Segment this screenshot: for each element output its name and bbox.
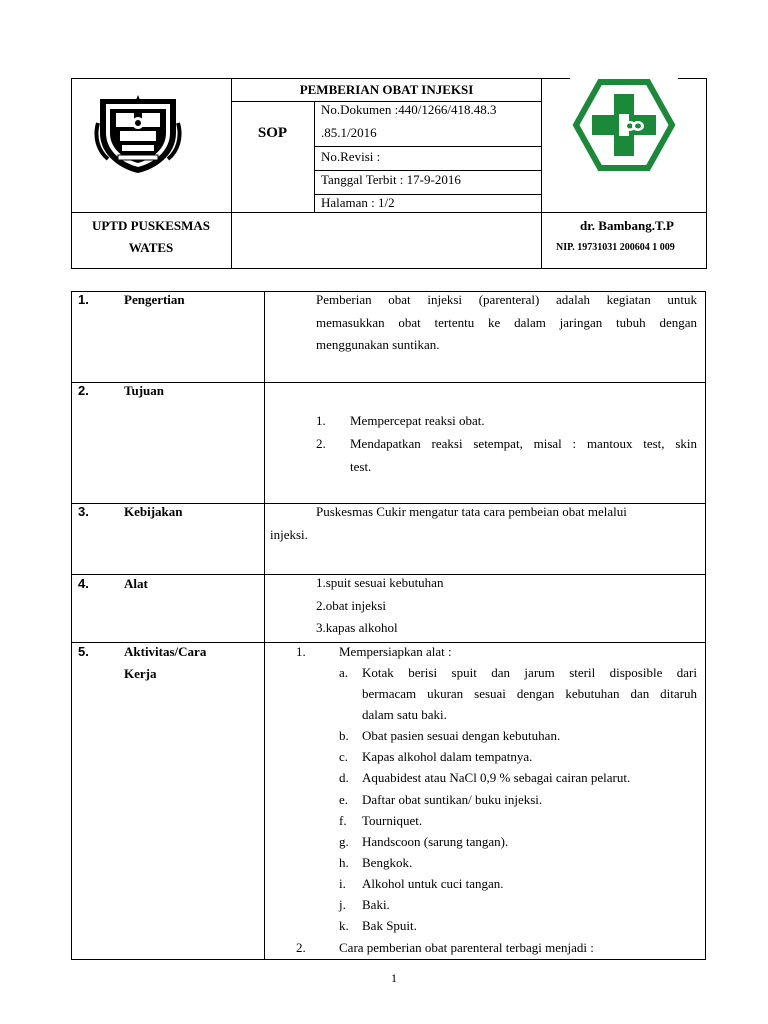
subitem-letter: k. — [339, 918, 349, 933]
section-2-item-number: 1. — [316, 413, 326, 428]
no-dokumen-line1: No.Dokumen :440/1266/418.48.3 — [321, 102, 497, 117]
section-4-item: 3.kapas alkohol — [316, 620, 398, 635]
subitem-text: Obat pasien sesuai dengan kebutuhan. — [362, 728, 561, 743]
section-4-number: 4. — [78, 576, 89, 591]
section-5-number: 5. — [78, 644, 89, 659]
subitem-text: Handscoon (sarung tangan). — [362, 834, 509, 849]
section-3-line: Puskesmas Cukir mengatur tata cara pembeian obat melalui — [316, 504, 627, 519]
section-1-line: menggunakan suntikan. — [316, 337, 440, 352]
subitem-text: Kapas alkohol dalam tempatnya. — [362, 749, 533, 764]
subitem-letter: c. — [339, 749, 349, 764]
section-1-title: Pengertian — [124, 292, 185, 307]
subitem-text: Aquabidest atau NaCl 0,9 % sebagai cairan pelarut. — [362, 770, 631, 785]
puskesmas-logo-icon — [570, 78, 678, 172]
subitem-text: Alkohol untuk cuci tangan. — [362, 876, 504, 891]
no-dokumen-line2: .85.1/2016 — [321, 125, 377, 140]
subitem-text: Bak Spuit. — [362, 918, 417, 933]
section-1-number: 1. — [78, 292, 89, 307]
institution-name-line2: WATES — [128, 240, 174, 255]
section-4-title: Alat — [124, 576, 148, 591]
section-1-line: memasukkan obat tertentu ke dalam jaringan tubuh dengan — [316, 315, 697, 330]
section-4-item: 1.spuit sesuai kebutuhan — [316, 575, 444, 590]
section-2-number: 2. — [78, 383, 89, 398]
page-number: 1 — [391, 971, 397, 985]
section-5-title-cont: Kerja — [124, 666, 157, 681]
subitem-letter: j. — [339, 897, 346, 912]
subitem-letter: e. — [339, 792, 349, 807]
section-3-title: Kebijakan — [124, 504, 183, 519]
section-2-item-number: 2. — [316, 436, 326, 451]
section-3-number: 3. — [78, 504, 89, 519]
subitem-text: bermacam ukuran sesuai dengan kebutuhan dan ditaruh — [362, 686, 697, 701]
subitem-letter: h. — [339, 855, 349, 870]
section-2-title: Tujuan — [124, 383, 164, 398]
section-5-title: Aktivitas/Cara — [124, 644, 207, 659]
section-2-item: Mendapatkan reaksi setempat, misal : mantoux test, skin — [350, 436, 697, 451]
subitem-letter: d. — [339, 770, 349, 785]
step-1-number: 1. — [296, 644, 306, 659]
section-1-line: Pemberian obat injeksi (parenteral) adalah kegiatan untuk — [316, 292, 697, 307]
subitem-letter: f. — [339, 813, 347, 828]
section-4-item: 2.obat injeksi — [316, 598, 387, 613]
tanggal-terbit: Tanggal Terbit : 17-9-2016 — [321, 172, 461, 187]
sop-label: SOP — [257, 125, 288, 141]
subitem-text: Kotak berisi spuit dan jarum steril disposible dari — [362, 665, 697, 680]
institution-name-line1: UPTD PUSKESMAS — [91, 218, 211, 233]
no-revisi: No.Revisi : — [321, 149, 381, 164]
section-2-item-cont: test. — [350, 459, 372, 474]
section-2-item: Mempercepat reaksi obat. — [350, 413, 485, 428]
subitem-letter: g. — [339, 834, 349, 849]
subitem-text: Bengkok. — [362, 855, 413, 870]
signer-name: dr. Bambang.T.P — [580, 218, 674, 233]
step-2-number: 2. — [296, 940, 306, 955]
subitem-letter: i. — [339, 876, 346, 891]
subitem-letter: a. — [339, 665, 349, 680]
step-1-text: Mempersiapkan alat : — [339, 644, 452, 659]
subitem-text: dalam satu baki. — [362, 707, 447, 722]
section-3-line: injeksi. — [270, 527, 308, 542]
document-title: PEMBERIAN OBAT INJEKSI — [299, 82, 474, 97]
halaman: Halaman : 1/2 — [321, 195, 395, 210]
subitem-text: Daftar obat suntikan/ buku injeksi. — [362, 792, 543, 807]
subitem-text: Baki. — [362, 897, 390, 912]
signer-nip: NIP. 19731031 200604 1 009 — [556, 242, 675, 253]
subitem-letter: b. — [339, 728, 349, 743]
regency-emblem-icon — [92, 93, 184, 175]
subitem-text: Tourniquet. — [362, 813, 423, 828]
step-2-text: Cara pemberian obat parenteral terbagi menjadi : — [339, 940, 594, 955]
